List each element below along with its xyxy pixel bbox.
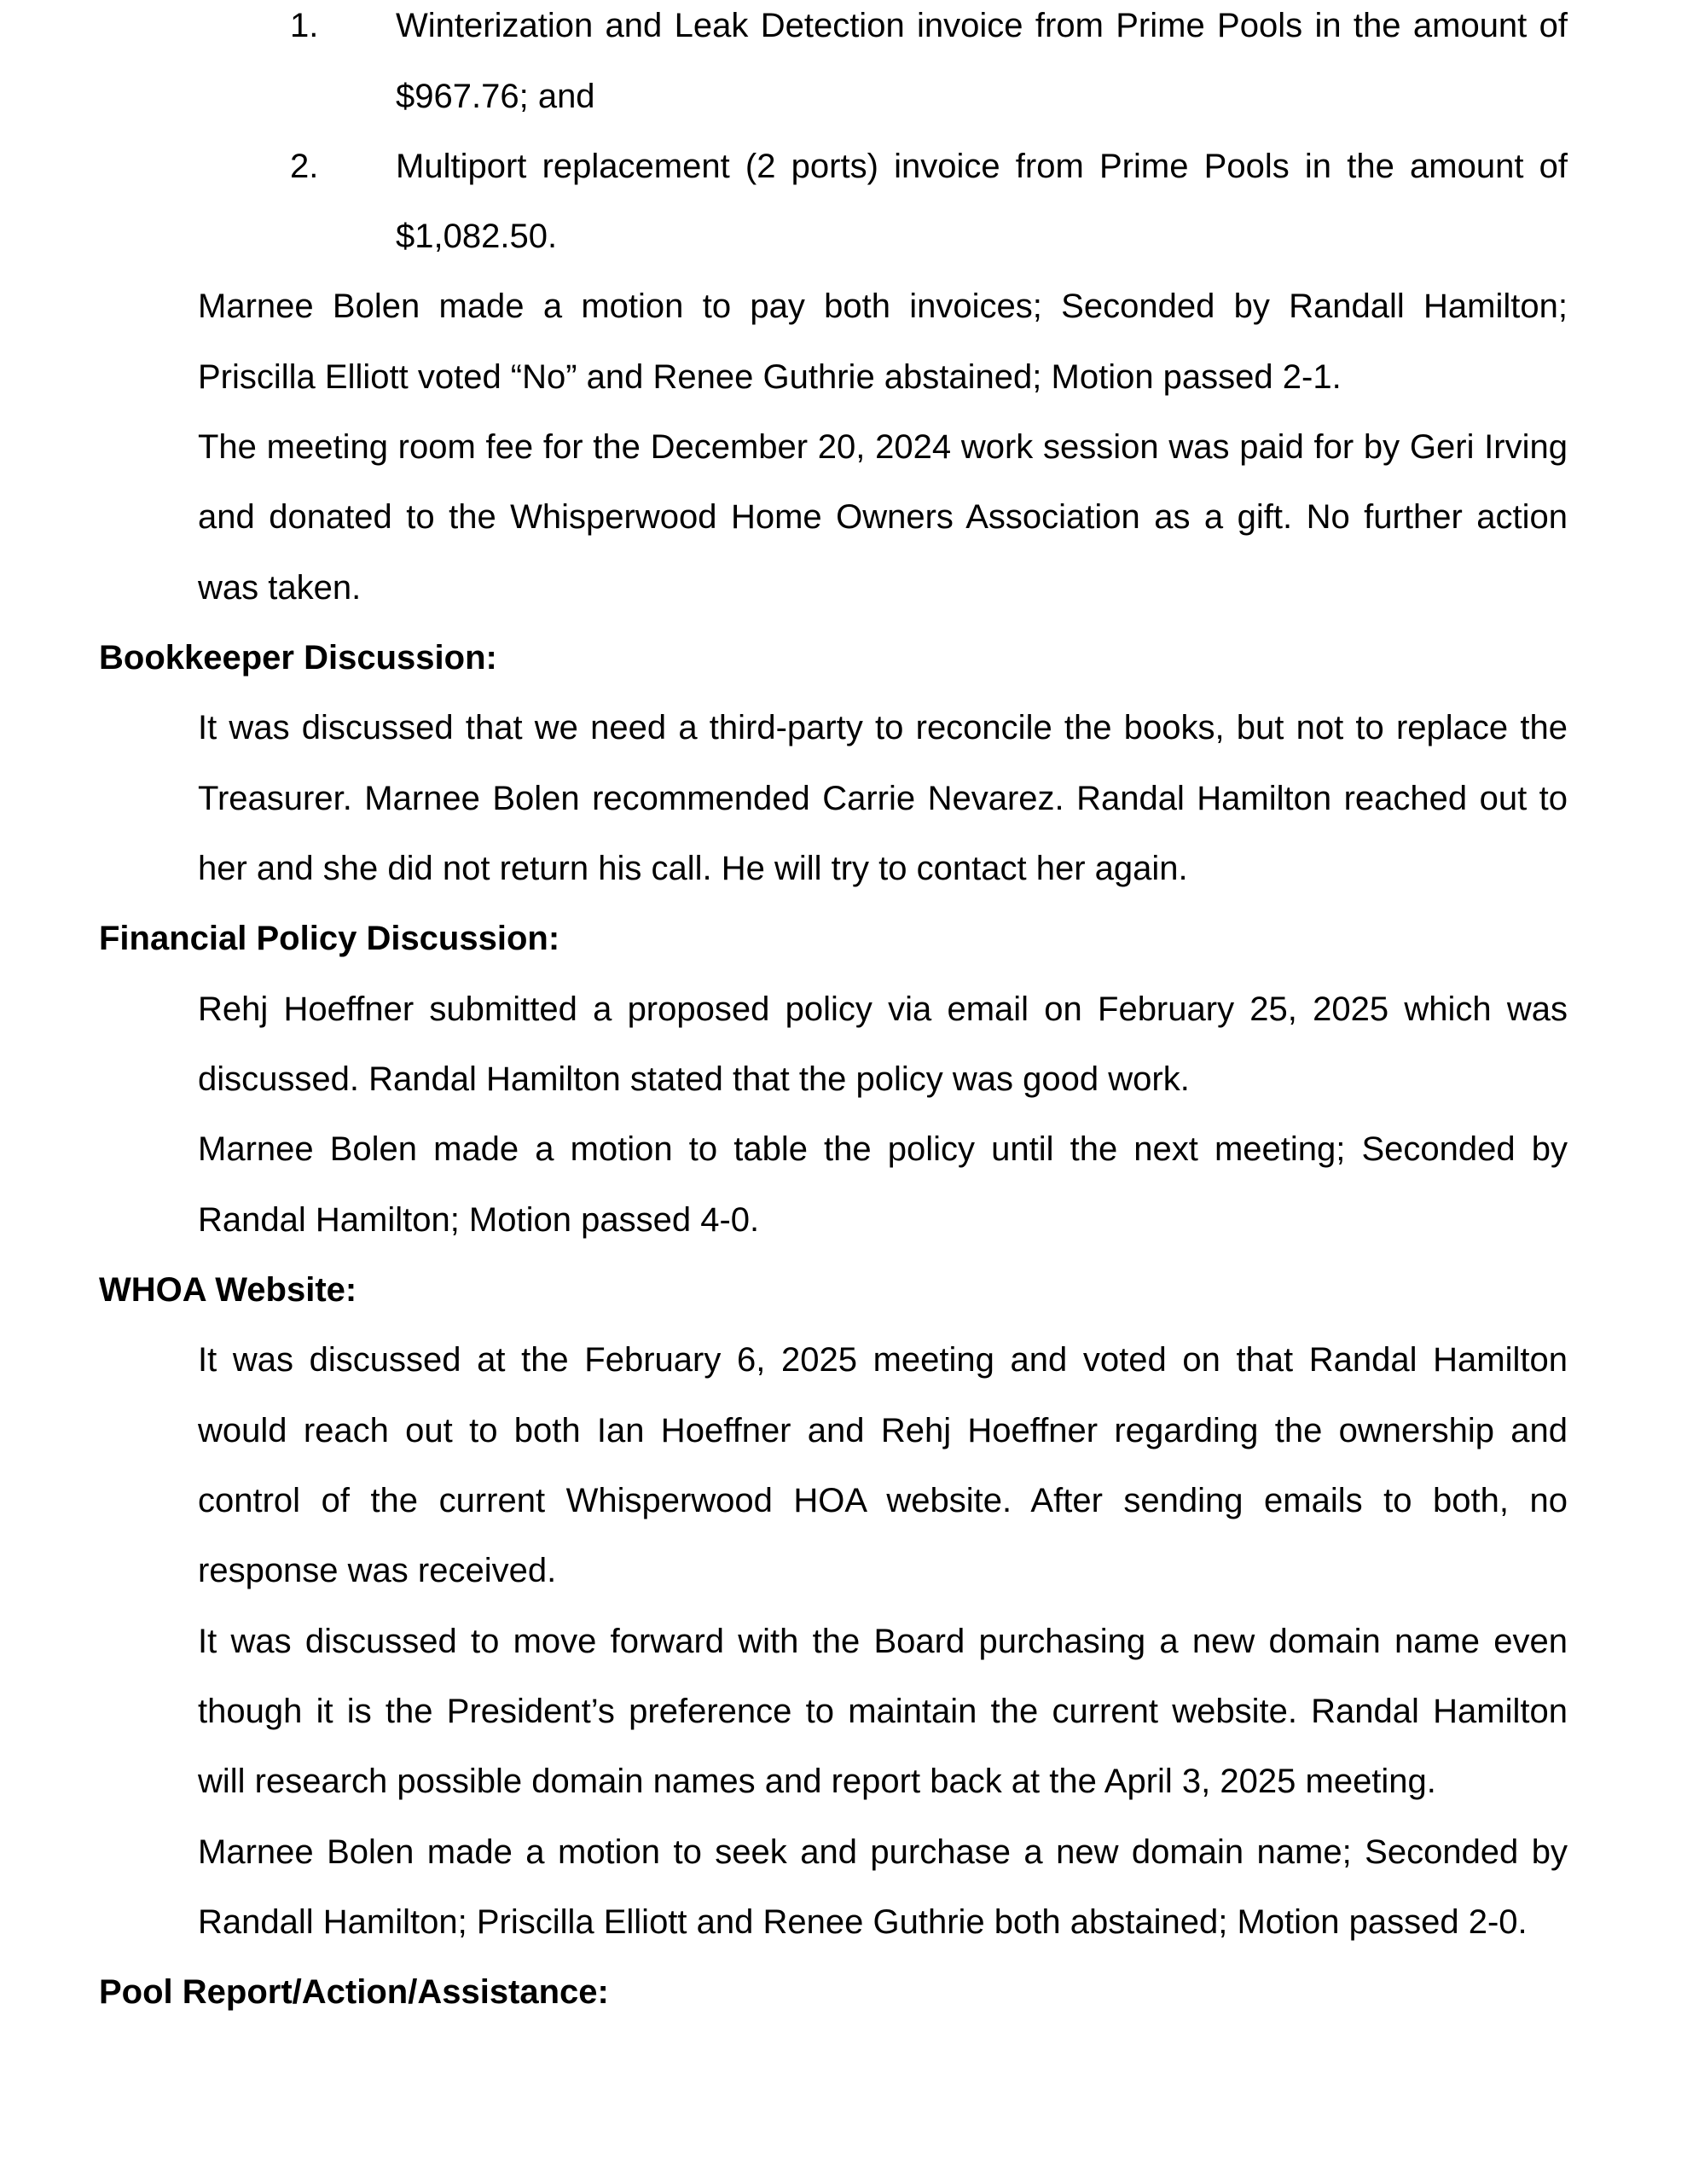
paragraph-line: The meeting room fee for the December 20, 2024 work session was paid for by Geri Irving — [198, 428, 1568, 466]
list-item-text: $967.76; and — [396, 78, 595, 115]
paragraph-line: Priscilla Elliott voted “No” and Renee Guthrie abstained; Motion passed 2-1. — [198, 358, 1342, 396]
paragraph-line: Marnee Bolen made a motion to seek and purchase a new domain name; Seconded by — [198, 1833, 1568, 1871]
list-item-text: Multiport replacement (2 ports) invoice from Prime Pools in the amount of — [396, 148, 1568, 185]
paragraph-line: Rehj Hoeffner submitted a proposed policy via email on February 25, 2025 which was — [198, 990, 1568, 1028]
section-heading-bookkeeper: Bookkeeper Discussion: — [99, 639, 497, 677]
list-item-text: Winterization and Leak Detection invoice from Prime Pools in the amount of — [396, 7, 1568, 44]
paragraph-line: will research possible domain names and report back at the April 3, 2025 meeting. — [198, 1763, 1436, 1800]
section-heading-financial-policy: Financial Policy Discussion: — [99, 920, 560, 957]
paragraph-line: discussed. Randal Hamilton stated that the policy was good work. — [198, 1060, 1190, 1098]
paragraph-line: and donated to the Whisperwood Home Owners Association as a gift. No further action — [198, 498, 1568, 536]
list-item-number: 1. — [290, 7, 319, 44]
section-heading-pool: Pool Report/Action/Assistance: — [99, 1973, 609, 2011]
paragraph-line: her and she did not return his call. He will try to contact her again. — [198, 850, 1188, 887]
paragraph-line: control of the current Whisperwood HOA website. After sending emails to both, no — [198, 1482, 1568, 1519]
paragraph-line: It was discussed to move forward with the Board purchasing a new domain name even — [198, 1623, 1568, 1660]
paragraph-line: Treasurer. Marnee Bolen recommended Carrie Nevarez. Randal Hamilton reached out to — [198, 780, 1568, 817]
paragraph-line: was taken. — [198, 569, 362, 607]
paragraph-line: Randall Hamilton; Priscilla Elliott and Renee Guthrie both abstained; Motion passed 2-0. — [198, 1903, 1528, 1941]
paragraph-line: It was discussed that we need a third-party to reconcile the books, but not to replace the — [198, 709, 1568, 746]
paragraph-line: Randal Hamilton; Motion passed 4-0. — [198, 1201, 760, 1239]
list-item-text: $1,082.50. — [396, 218, 558, 255]
paragraph-line: Marnee Bolen made a motion to table the policy until the next meeting; Seconded by — [198, 1130, 1568, 1168]
list-item-number: 2. — [290, 148, 319, 185]
paragraph-line: though it is the President’s preference to maintain the current website. Randal Hamilton — [198, 1693, 1568, 1730]
paragraph-line: Marnee Bolen made a motion to pay both invoices; Seconded by Randall Hamilton; — [198, 288, 1568, 325]
paragraph-line: It was discussed at the February 6, 2025 meeting and voted on that Randal Hamilton — [198, 1341, 1568, 1379]
section-heading-website: WHOA Website: — [99, 1271, 357, 1309]
paragraph-line: response was received. — [198, 1552, 557, 1589]
paragraph-line: would reach out to both Ian Hoeffner and Rehj Hoeffner regarding the ownership and — [198, 1412, 1568, 1449]
